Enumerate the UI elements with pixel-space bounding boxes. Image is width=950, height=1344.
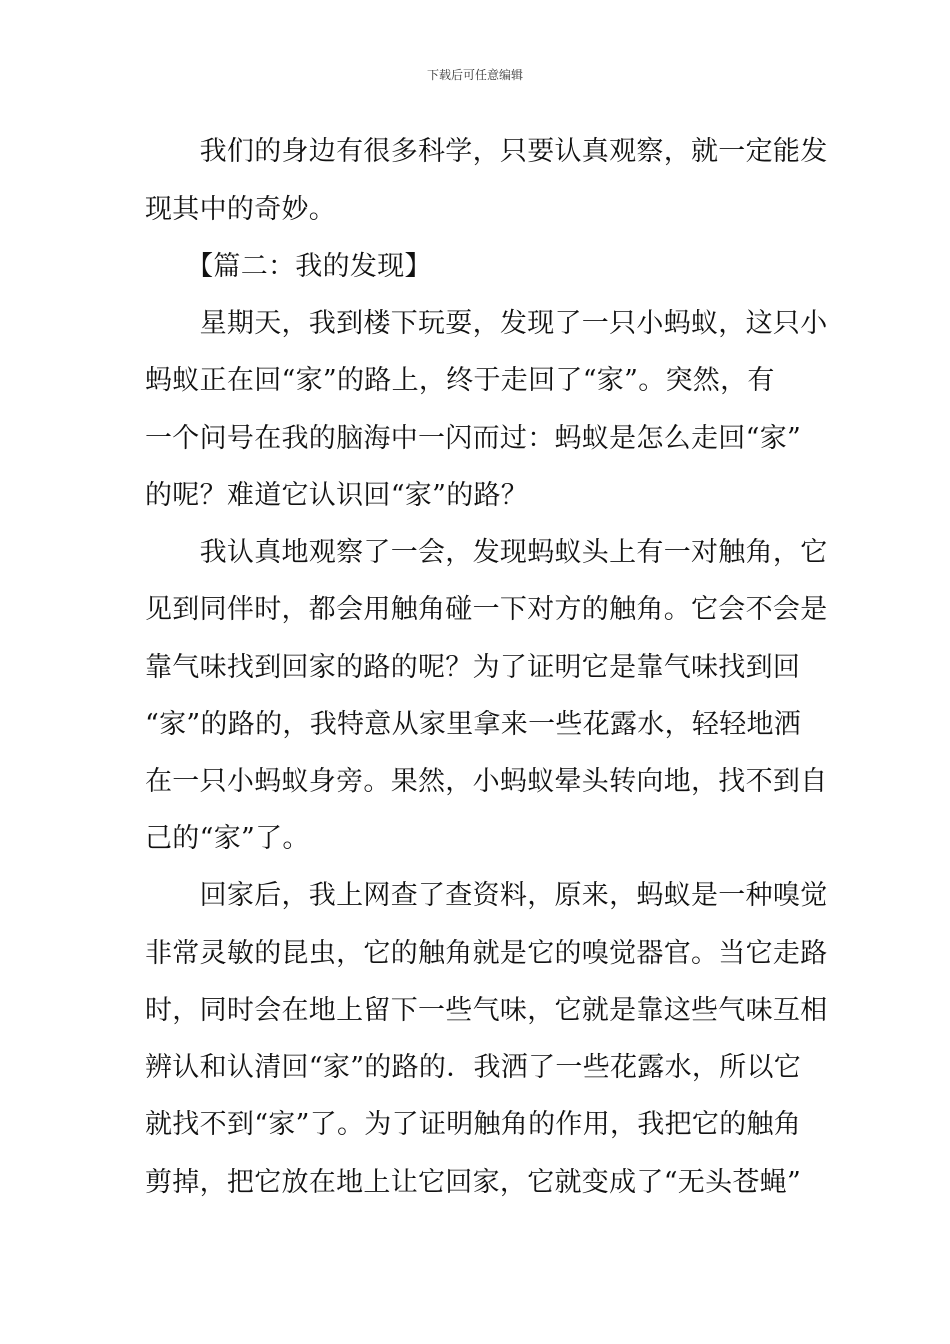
paragraph-line: 一个问号在我的脑海中一闪而过：蚂蚁是怎么走回“家” — [145, 423, 802, 454]
paragraph-line: 见到同伴时，都会用触角碰一下对方的触角。它会不会是 — [145, 594, 828, 625]
paragraph-line: 非常灵敏的昆虫，它的触角就是它的嗅觉器官。当它走路 — [145, 938, 828, 969]
paragraph-line: 的呢？难道它认识回“家”的路？ — [145, 480, 529, 511]
paragraph-line: 我们的身边有很多科学，只要认真观察，就一定能发 — [145, 136, 828, 167]
paragraph-line: 就找不到“家”了。为了证明触角的作用，我把它的触角 — [145, 1109, 802, 1140]
paragraph-line: 蚂蚁正在回“家”的路上，终于走回了“家”。突然，有 — [145, 365, 775, 396]
paragraph-line: 辨认和认清回“家”的路的．我洒了一些花露水，所以它 — [145, 1052, 802, 1083]
paragraph-line: 靠气味找到回家的路的呢？为了证明它是靠气味找到回 — [145, 652, 801, 683]
paragraph-line: 剪掉，把它放在地上让它回家，它就变成了“无头苍蝇” — [145, 1167, 802, 1198]
paragraph-line: 己的“家”了。 — [145, 823, 310, 854]
paragraph-line: 现其中的奇妙。 — [145, 194, 337, 225]
paragraph-line: 时，同时会在地上留下一些气味，它就是靠这些气味互相 — [145, 995, 828, 1026]
page-header: 下载后可任意编辑 — [426, 68, 523, 82]
paragraph-line: 在一只小蚂蚁身旁。果然，小蚂蚁晕头转向地，找不到自 — [145, 766, 828, 797]
paragraph-line: 星期天，我到楼下玩耍，发现了一只小蚂蚁，这只小 — [145, 308, 828, 339]
paragraph-line: 回家后，我上网查了查资料，原来，蚂蚁是一种嗅觉 — [145, 880, 828, 911]
paragraph-line: “家”的路的，我特意从家里拿来一些花露水，轻轻地洒 — [145, 709, 802, 740]
paragraph-line: 我认真地观察了一会，发现蚂蚁头上有一对触角，它 — [145, 537, 828, 568]
section-heading: 【篇二：我的发现】 — [145, 251, 432, 282]
